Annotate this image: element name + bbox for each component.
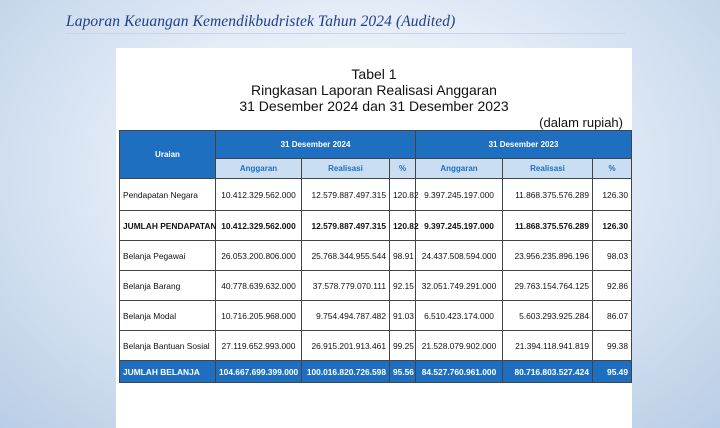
cell-anggaran-2024: 10.412.329.562.000 <box>216 211 302 241</box>
cell-pct-2023: 126.30 <box>593 179 632 211</box>
cell-anggaran-2023: 9.397.245.197.000 <box>416 211 503 241</box>
cell-pct-2023: 92.86 <box>593 271 632 301</box>
subheader-realisasi-2024: Realisasi <box>302 159 390 179</box>
table-row <box>120 271 632 301</box>
cell-realisasi-2024: 37.578.779.070.111 <box>302 271 390 301</box>
header-period-2023: 31 Desember 2023 <box>416 131 632 159</box>
row-label: JUMLAH PENDAPATAN <box>120 211 216 241</box>
cell-pct-2024: 95.56 <box>390 361 416 383</box>
cell-anggaran-2024: 40.778.639.632.000 <box>216 271 302 301</box>
cell-pct-2023: 99.38 <box>593 331 632 361</box>
cell-pct-2024: 92.15 <box>390 271 416 301</box>
cell-pct-2023: 126.30 <box>593 211 632 241</box>
table-period: 31 Desember 2024 dan 31 Desember 2023 <box>239 98 509 114</box>
currency-unit: (dalam rupiah) <box>539 115 623 130</box>
table-row <box>120 211 632 241</box>
document-header-title: Laporan Keuangan Kemendikbudristek Tahun 2024 (Audited) <box>66 13 456 30</box>
subheader-anggaran-2024: Anggaran <box>216 159 302 179</box>
cell-anggaran-2024: 26.053.200.806.000 <box>216 241 302 271</box>
cell-anggaran-2024: 27.119.652.993.000 <box>216 331 302 361</box>
budget-realization-table <box>119 130 632 383</box>
cell-realisasi-2023: 29.763.154.764.125 <box>503 271 593 301</box>
cell-pct-2024: 98.91 <box>390 241 416 271</box>
cell-pct-2024: 120.82 <box>390 211 416 241</box>
table-total-row <box>120 361 632 383</box>
cell-pct-2024: 120.82 <box>390 179 416 211</box>
cell-realisasi-2023: 80.716.803.527.424 <box>503 361 593 383</box>
cell-realisasi-2023: 5.603.293.925.284 <box>503 301 593 331</box>
header-divider <box>66 33 626 34</box>
table-row <box>120 241 632 271</box>
cell-realisasi-2023: 11.868.375.576.289 <box>503 179 593 211</box>
row-label: Belanja Modal <box>120 301 216 331</box>
cell-pct-2024: 99.25 <box>390 331 416 361</box>
cell-realisasi-2023: 23.956.235.896.196 <box>503 241 593 271</box>
cell-pct-2023: 98.03 <box>593 241 632 271</box>
cell-anggaran-2024: 104.667.699.399.000 <box>216 361 302 383</box>
cell-anggaran-2023: 21.528.079.902.000 <box>416 331 503 361</box>
cell-realisasi-2024: 12.579.887.497.315 <box>302 211 390 241</box>
cell-realisasi-2023: 11.868.375.576.289 <box>503 211 593 241</box>
cell-anggaran-2023: 32.051.749.291.000 <box>416 271 503 301</box>
row-label: Belanja Bantuan Sosial <box>120 331 216 361</box>
cell-pct-2023: 95.49 <box>593 361 632 383</box>
cell-realisasi-2024: 12.579.887.497.315 <box>302 179 390 211</box>
subheader-pct-2023: % <box>593 159 632 179</box>
cell-realisasi-2024: 25.768.344.955.544 <box>302 241 390 271</box>
cell-realisasi-2023: 21.394.118.941.819 <box>503 331 593 361</box>
cell-realisasi-2024: 26.915.201.913.461 <box>302 331 390 361</box>
table-number: Tabel 1 <box>351 66 397 82</box>
cell-pct-2024: 91.03 <box>390 301 416 331</box>
row-label: Pendapatan Negara <box>120 179 216 211</box>
document-page <box>116 48 632 428</box>
cell-anggaran-2023: 24.437.508.594.000 <box>416 241 503 271</box>
cell-pct-2023: 86.07 <box>593 301 632 331</box>
row-label: Belanja Pegawai <box>120 241 216 271</box>
cell-anggaran-2023: 84.527.760.961.000 <box>416 361 503 383</box>
subheader-anggaran-2023: Anggaran <box>416 159 503 179</box>
row-label: Belanja Barang <box>120 271 216 301</box>
header-uraian: Uraian <box>120 131 216 179</box>
table-row <box>120 331 632 361</box>
cell-anggaran-2023: 6.510.423.174.000 <box>416 301 503 331</box>
cell-anggaran-2024: 10.412.329.562.000 <box>216 179 302 211</box>
table-row <box>120 179 632 211</box>
cell-anggaran-2023: 9.397.245.197.000 <box>416 179 503 211</box>
table-title: Ringkasan Laporan Realisasi Anggaran <box>251 82 497 98</box>
subheader-pct-2024: % <box>390 159 416 179</box>
cell-realisasi-2024: 9.754.494.787.482 <box>302 301 390 331</box>
header-period-2024: 31 Desember 2024 <box>216 131 416 159</box>
table-row <box>120 301 632 331</box>
row-label: JUMLAH BELANJA <box>120 361 216 383</box>
cell-realisasi-2024: 100.016.820.726.598 <box>302 361 390 383</box>
cell-anggaran-2024: 10.716.205.968.000 <box>216 301 302 331</box>
table-header-row <box>120 131 632 159</box>
subheader-realisasi-2023: Realisasi <box>503 159 593 179</box>
